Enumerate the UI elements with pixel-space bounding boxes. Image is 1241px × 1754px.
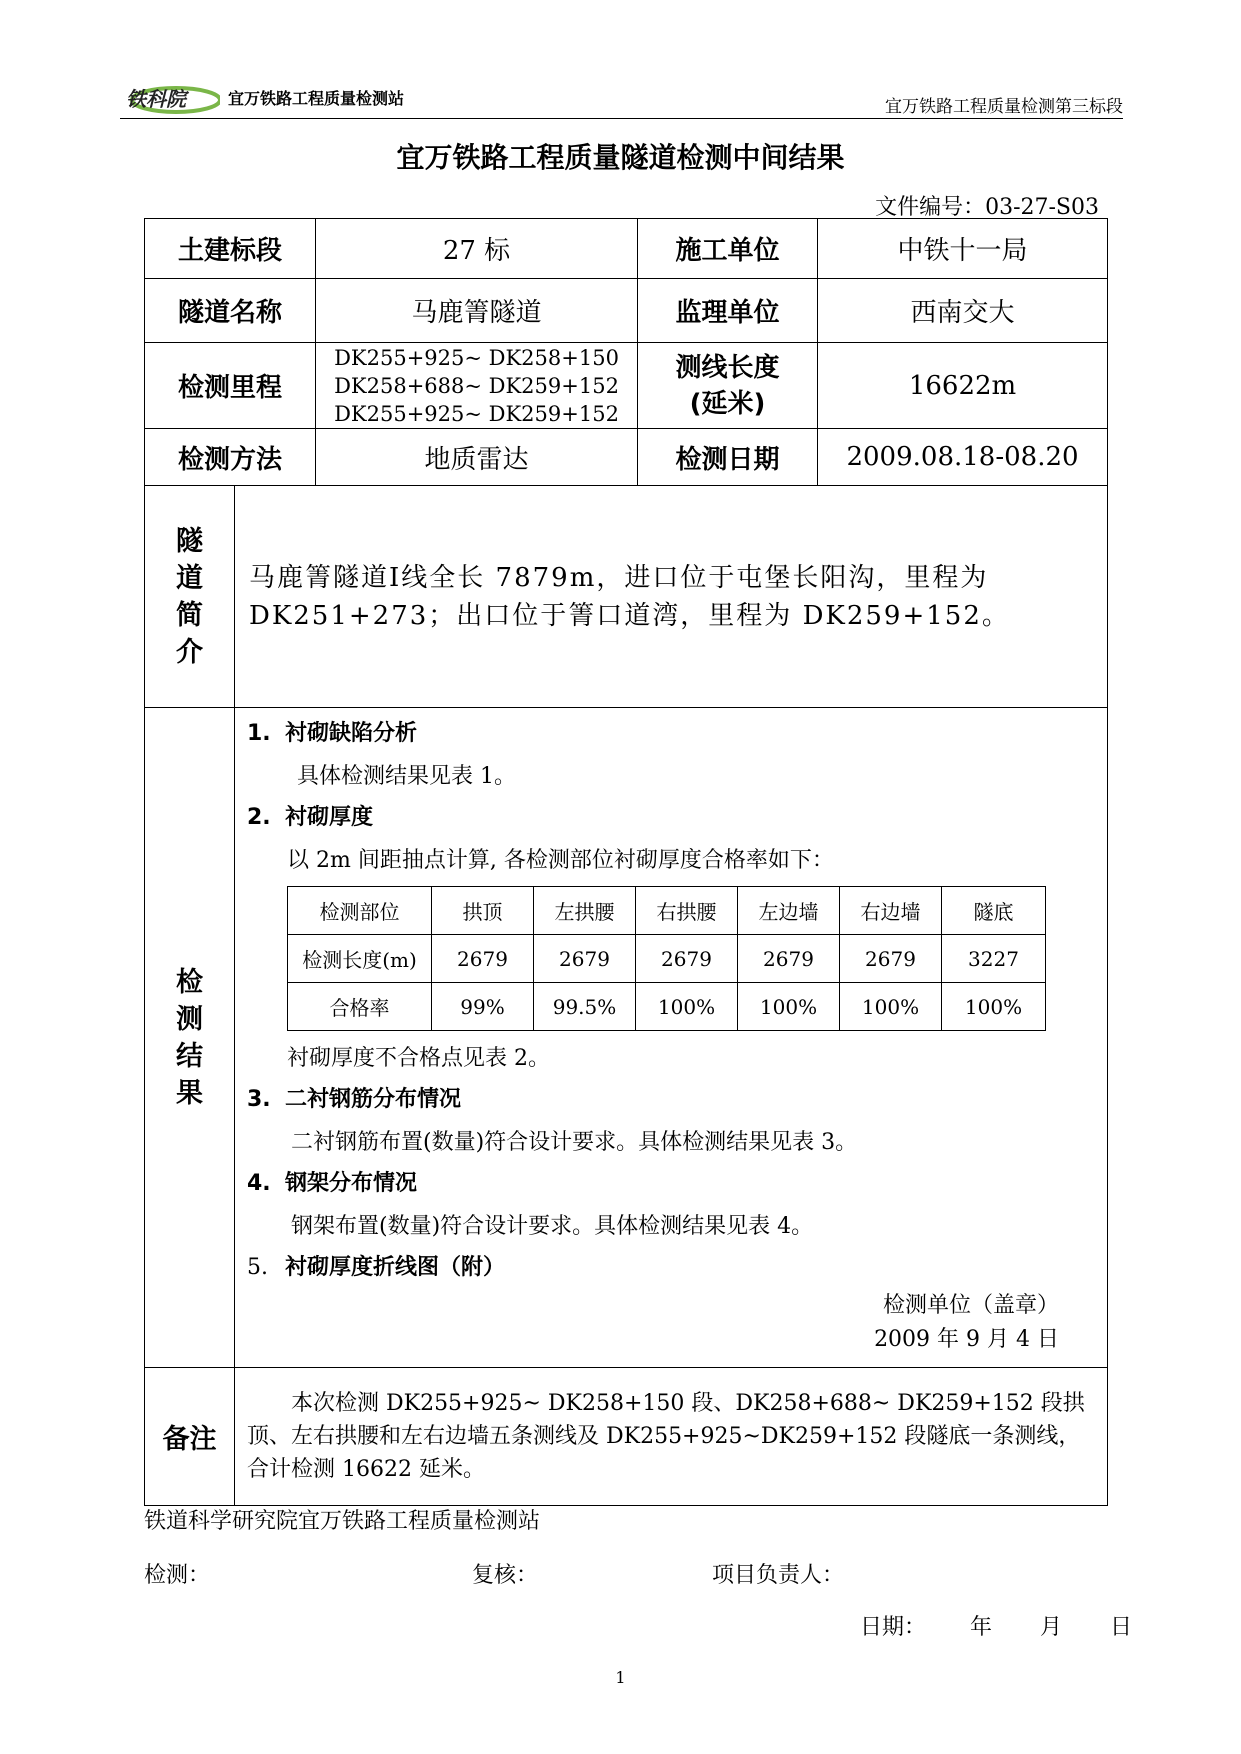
footer-day: 日 xyxy=(1110,1615,1133,1640)
date-value: 2009.08.18-08.20 xyxy=(818,429,1108,486)
table-header-cell: 隧底 xyxy=(942,887,1046,935)
table-cell: 检测长度(m) xyxy=(288,935,432,983)
table-header-cell: 左拱腰 xyxy=(534,887,636,935)
section-lining-defects xyxy=(247,716,1089,747)
table-cell: 合格率 xyxy=(288,983,432,1031)
section-title: 钢架分布情况 xyxy=(285,1171,418,1196)
table-cell: 3227 xyxy=(942,935,1046,983)
line-length-value: 16622m xyxy=(818,343,1108,429)
table-cell: 2679 xyxy=(840,935,942,983)
lining-defects-text: 具体检测结果见表 1。 xyxy=(297,764,516,789)
results-label-char: 检 xyxy=(176,966,203,998)
table-row xyxy=(288,935,1046,983)
logo xyxy=(120,80,220,116)
logo-text: 铁科院 xyxy=(126,87,186,111)
tunnel-name-value: 马鹿箐隧道 xyxy=(316,279,638,343)
footer-year: 年 xyxy=(970,1615,993,1640)
document-title: 宜万铁路工程质量隧道检测中间结果 xyxy=(396,141,845,174)
stamp-date: 2009 年 9 月 4 日 xyxy=(874,1327,1060,1352)
method-label: 检测方法 xyxy=(145,429,316,486)
signature-reviewer: 复核： xyxy=(472,1563,539,1588)
thickness-after-text: 衬砌厚度不合格点见表 2。 xyxy=(287,1046,550,1071)
rebar-distribution-text: 二衬钢筋布置(数量)符合设计要求。具体检测结果见表 3。 xyxy=(291,1130,858,1155)
table-cell: 100% xyxy=(840,983,942,1031)
remark-label: 备注 xyxy=(145,1368,235,1506)
table-cell: 100% xyxy=(942,983,1046,1031)
lining-thickness-text: 以 2m 间距抽点计算, 各检测部位衬砌厚度合格率如下： xyxy=(287,848,834,873)
section-title: 二衬钢筋分布情况 xyxy=(285,1087,462,1112)
intro-label xyxy=(145,486,235,708)
results-label-char: 测 xyxy=(176,1003,203,1035)
intro-label-char: 道 xyxy=(176,562,203,594)
table-cell: 2679 xyxy=(738,935,840,983)
line-length-label xyxy=(638,343,818,429)
section-number: 4. xyxy=(247,1171,271,1196)
intro-label-char: 简 xyxy=(176,599,203,631)
table-header-cell: 拱顶 xyxy=(432,887,534,935)
footer-date-label: 日期： xyxy=(860,1615,927,1640)
section-number: 5. xyxy=(247,1255,268,1280)
table-cell: 2679 xyxy=(636,935,738,983)
line-length-label-line1: 测线长度 xyxy=(675,352,780,383)
supervisor-value: 西南交大 xyxy=(818,279,1108,343)
table-cell: 100% xyxy=(738,983,840,1031)
section-title: 衬砌缺陷分析 xyxy=(285,721,418,746)
results-label-char: 果 xyxy=(176,1077,203,1109)
line-length-label-line2: (延米) xyxy=(689,388,766,419)
tunnel-name-label: 隧道名称 xyxy=(145,279,316,343)
header-section-name: 宜万铁路工程质量检测第三标段 xyxy=(885,97,1123,117)
section-rebar-distribution xyxy=(247,1082,1089,1113)
section-number: 3. xyxy=(247,1087,271,1112)
contractor-value: 中铁十一局 xyxy=(818,219,1108,279)
results-label-char: 结 xyxy=(176,1040,203,1072)
results-cell xyxy=(235,708,1108,1368)
table-header-cell: 检测部位 xyxy=(288,887,432,935)
table-row xyxy=(288,983,1046,1031)
results-label xyxy=(145,708,235,1368)
intro-cell xyxy=(235,486,1108,708)
stamp-block xyxy=(247,1289,1089,1357)
mileage-values xyxy=(316,343,638,429)
remark-cell xyxy=(235,1368,1108,1506)
section-thickness-chart xyxy=(247,1250,1089,1281)
intro-text: 马鹿箐隧道Ⅰ线全长 7879m，进口位于屯堡长阳沟，里程为 DK251+273；出口位于箐口道湾，里程为 DK259+152。 xyxy=(249,562,1010,631)
table-cell: 99.5% xyxy=(534,983,636,1031)
stamp-unit: 检测单位（盖章） xyxy=(883,1293,1060,1318)
inspection-table xyxy=(144,218,1108,1506)
section-steel-arch xyxy=(247,1166,1089,1197)
section-number: 2. xyxy=(247,805,271,830)
header-station-name: 宜万铁路工程质量检测站 xyxy=(228,89,405,108)
footer-month: 月 xyxy=(1040,1615,1063,1640)
table-cell: 100% xyxy=(636,983,738,1031)
footer-institute: 铁道科学研究院宜万铁路工程质量检测站 xyxy=(144,1509,541,1534)
steel-arch-text: 钢架布置(数量)符合设计要求。具体检测结果见表 4。 xyxy=(291,1214,814,1239)
section-value: 27 标 xyxy=(316,219,638,279)
intro-label-char: 介 xyxy=(176,636,203,668)
method-value: 地质雷达 xyxy=(316,429,638,486)
table-cell: 99% xyxy=(432,983,534,1031)
table-header-cell: 右边墙 xyxy=(840,887,942,935)
thickness-table-header xyxy=(288,887,1046,935)
page-number: 1 xyxy=(615,1668,626,1687)
section-title: 衬砌厚度折线图（附） xyxy=(285,1255,506,1280)
document-number: 文件编号：03-27-S03 xyxy=(875,195,1099,220)
section-lining-thickness xyxy=(247,800,1089,831)
section-label: 土建标段 xyxy=(145,219,316,279)
table-cell: 2679 xyxy=(534,935,636,983)
remark-text: 本次检测 DK255+925~ DK258+150 段、DK258+688~ DK259+152 段拱顶、左右拱腰和左右边墙五条测线及 DK255+925~DK259+152 段隧底一条测线，合计检测 16622 延米。 xyxy=(247,1391,1085,1482)
supervisor-label: 监理单位 xyxy=(638,279,818,343)
intro-label-char: 隧 xyxy=(176,525,203,557)
mileage-label: 检测里程 xyxy=(145,343,316,429)
mileage-line: DK255+925~ DK259+152 xyxy=(334,401,619,426)
section-number: 1. xyxy=(247,721,271,746)
header-divider xyxy=(120,118,1123,119)
footer-date xyxy=(860,1610,1132,1641)
table-header-cell: 右拱腰 xyxy=(636,887,738,935)
signature-inspector: 检测： xyxy=(144,1563,211,1588)
table-header-cell: 左边墙 xyxy=(738,887,840,935)
contractor-label: 施工单位 xyxy=(638,219,818,279)
signature-project-manager: 项目负责人： xyxy=(712,1563,845,1588)
mileage-line: DK255+925~ DK258+150 xyxy=(334,345,619,370)
mileage-line: DK258+688~ DK259+152 xyxy=(334,373,619,398)
thickness-table xyxy=(287,886,1046,1031)
table-cell: 2679 xyxy=(432,935,534,983)
section-title: 衬砌厚度 xyxy=(285,805,374,830)
date-label: 检测日期 xyxy=(638,429,818,486)
